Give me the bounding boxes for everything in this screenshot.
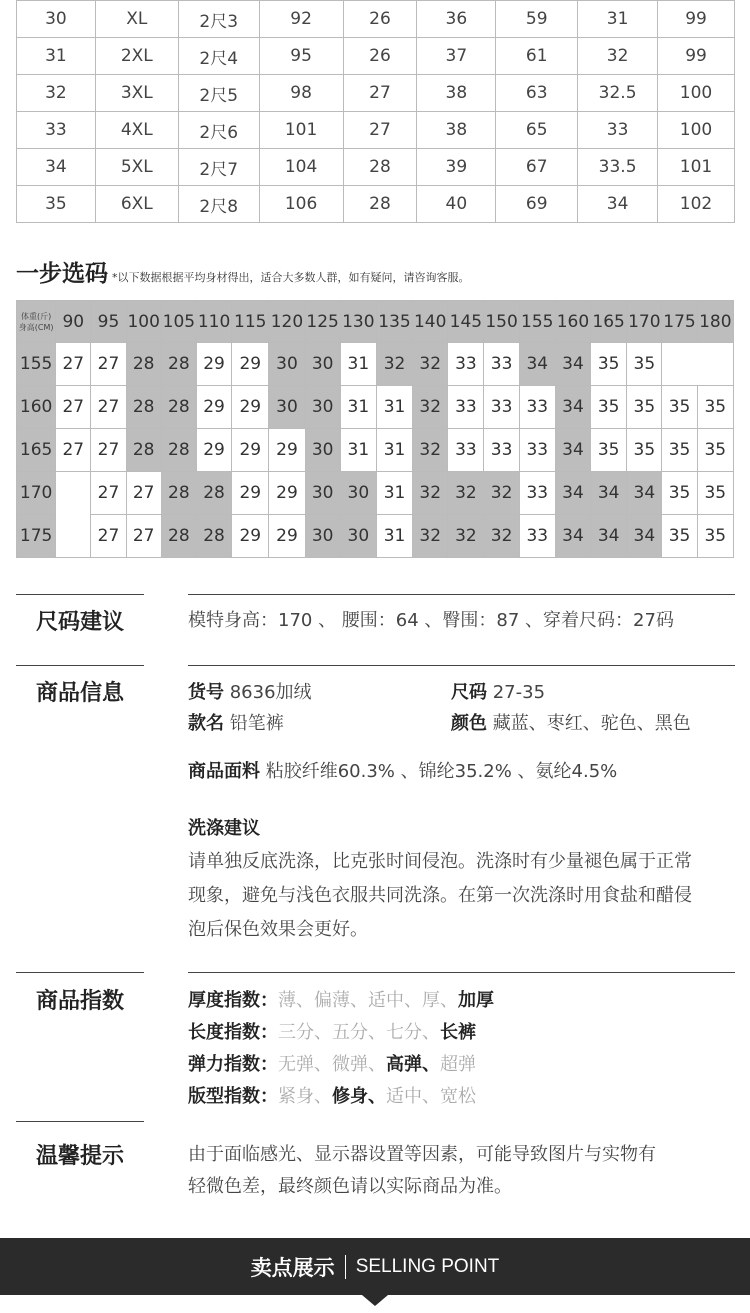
section-divider — [16, 1121, 144, 1122]
size-cell: 28 — [161, 472, 196, 515]
item-no-value: 8636加绒 — [229, 682, 312, 703]
size-table-cell: 40 — [417, 186, 496, 223]
size-cell: 33 — [448, 386, 484, 429]
wash-line: 泡后保色效果会更好。 — [188, 919, 368, 940]
size-table-cell: 33 — [17, 112, 96, 149]
size-cell: 28 — [161, 386, 196, 429]
size-cell: 30 — [340, 515, 376, 558]
weight-header-cell: 160 — [555, 301, 590, 343]
size-cell: 34 — [555, 429, 590, 472]
size-table-cell: 26 — [343, 1, 417, 38]
size-cell: 32 — [413, 343, 448, 386]
height-row — [17, 386, 734, 429]
height-row — [17, 515, 734, 558]
index-option-inactive: 适中、宽松 — [386, 1086, 476, 1107]
size-table-cell: 34 — [578, 186, 658, 223]
size-cell: 30 — [269, 343, 305, 386]
size-cell: 30 — [305, 343, 340, 386]
size-cell: 30 — [305, 429, 340, 472]
weight-header-cell: 100 — [126, 301, 161, 343]
size-cell: 28 — [196, 515, 231, 558]
size-cell: 29 — [232, 515, 269, 558]
size-table-cell: 35 — [17, 186, 96, 223]
size-table-cell: 31 — [17, 38, 96, 75]
size-table-cell: 33 — [578, 112, 658, 149]
size-table-cell: 2尺7 — [178, 149, 259, 186]
weight-header-cell: 175 — [662, 301, 697, 343]
size-cell: 29 — [232, 429, 269, 472]
height-header-cell: 165 — [17, 429, 56, 472]
color-label: 颜色 — [451, 713, 487, 734]
style-name-label: 款名 — [188, 713, 224, 734]
size-cell: 32 — [413, 472, 448, 515]
size-table-cell: 2XL — [95, 38, 178, 75]
tips-label: 温馨提示 — [35, 1144, 124, 1169]
index-option-inactive: 超弹 — [440, 1054, 476, 1075]
index-option-inactive: 紧身、 — [278, 1086, 332, 1107]
size-table-cell: 95 — [259, 38, 343, 75]
size-cell: 30 — [340, 472, 376, 515]
size-cell: 29 — [269, 429, 305, 472]
size-table-cell: 28 — [343, 149, 417, 186]
size-cell: 33 — [484, 386, 519, 429]
size-table-cell: 5XL — [95, 149, 178, 186]
weight-header-cell: 125 — [305, 301, 340, 343]
size-table-cell: 28 — [343, 186, 417, 223]
section-divider — [188, 594, 735, 595]
size-cell: 29 — [196, 429, 231, 472]
size-cell: 35 — [662, 515, 697, 558]
selling-point-banner — [0, 1238, 750, 1295]
table-corner-cell — [17, 301, 56, 343]
size-cell: 35 — [591, 429, 627, 472]
weight-header-cell: 105 — [161, 301, 196, 343]
size-cell: 31 — [340, 386, 376, 429]
size-cell: 30 — [305, 515, 340, 558]
index-label: 长度指数： — [188, 1022, 278, 1043]
size-range-row — [451, 677, 545, 709]
size-table-cell: 3XL — [95, 75, 178, 112]
index-label: 弹力指数： — [188, 1054, 278, 1075]
index-row — [188, 1049, 494, 1081]
wash-label: 洗涤建议 — [188, 818, 260, 839]
section-divider — [188, 665, 735, 666]
product-index-list — [188, 985, 494, 1113]
index-option-inactive: 无弹、微弹、 — [278, 1054, 386, 1075]
size-table-row — [17, 75, 735, 112]
size-cell: 27 — [91, 386, 126, 429]
index-option-active: 高弹、 — [386, 1054, 440, 1075]
weight-header-cell: 115 — [232, 301, 269, 343]
size-cell: 33 — [519, 429, 555, 472]
size-cell: 35 — [627, 343, 662, 386]
size-table-row — [17, 112, 735, 149]
size-table-cell: 67 — [496, 149, 578, 186]
weight-header-cell: 95 — [91, 301, 126, 343]
size-table-cell: 32.5 — [578, 75, 658, 112]
index-row — [188, 1017, 494, 1049]
size-table-cell: XL — [95, 1, 178, 38]
style-name-row — [188, 708, 284, 740]
size-table-cell: 101 — [259, 112, 343, 149]
size-table-cell: 59 — [496, 1, 578, 38]
fabric-row — [188, 756, 617, 788]
wash-text — [188, 845, 692, 947]
tips-text — [188, 1139, 656, 1203]
size-cell: 27 — [56, 429, 91, 472]
size-table-cell: 100 — [658, 75, 735, 112]
size-cell: 34 — [555, 386, 590, 429]
height-row — [17, 343, 734, 386]
size-cell: 32 — [413, 386, 448, 429]
step-select-note: *以下数据根据平均身材得出，适合大多数人群，如有疑问，请咨询客服。 — [112, 271, 470, 284]
size-cell: 34 — [591, 515, 627, 558]
product-index-label: 商品指数 — [35, 989, 124, 1014]
size-cell: 35 — [627, 386, 662, 429]
size-range-label: 尺码 — [451, 682, 487, 703]
size-advice-text: 模特身高：170 、 腰围：64 、臀围：87 、穿着尺码：27码 — [188, 610, 674, 631]
color-value: 藏蓝、枣红、驼色、黑色 — [492, 713, 691, 734]
size-cell: 29 — [269, 515, 305, 558]
selling-point-subtitle: SELLING POINT — [355, 1255, 500, 1277]
size-cell: 28 — [161, 429, 196, 472]
size-cell: 28 — [126, 343, 161, 386]
size-table-cell: 30 — [17, 1, 96, 38]
size-range-value: 27-35 — [492, 682, 546, 703]
product-info-label: 商品信息 — [35, 681, 124, 706]
size-cell: 27 — [56, 343, 91, 386]
size-cell: 35 — [627, 429, 662, 472]
size-cell: 30 — [269, 386, 305, 429]
size-cell: 31 — [376, 515, 412, 558]
height-axis-label: 身高(CM) — [18, 322, 54, 332]
size-cell: 28 — [196, 472, 231, 515]
size-table-cell: 38 — [417, 112, 496, 149]
size-cell: 34 — [555, 472, 590, 515]
size-table-cell: 26 — [343, 38, 417, 75]
size-cell: 35 — [697, 515, 733, 558]
index-label: 厚度指数： — [188, 990, 278, 1011]
size-cell: 33 — [519, 515, 555, 558]
size-cell: 28 — [126, 386, 161, 429]
size-table-cell: 99 — [658, 1, 735, 38]
size-table-row — [17, 1, 735, 38]
down-arrow-icon — [362, 1295, 388, 1306]
tips-line: 由于面临感光、显示器设置等因素，可能导致图片与实物有 — [188, 1144, 656, 1165]
height-row — [17, 429, 734, 472]
selling-point-title: 卖点展示 — [250, 1255, 335, 1280]
size-table-cell: 102 — [658, 186, 735, 223]
size-cell: 35 — [662, 472, 697, 515]
color-row — [451, 708, 691, 740]
size-cell: 34 — [627, 472, 662, 515]
weight-header-cell: 110 — [196, 301, 231, 343]
size-cell: 35 — [697, 472, 733, 515]
title-separator — [345, 1255, 346, 1279]
size-cell: 30 — [305, 472, 340, 515]
weight-header-cell: 150 — [484, 301, 519, 343]
size-table-cell: 36 — [417, 1, 496, 38]
size-cell: 31 — [340, 343, 376, 386]
weight-header-cell: 145 — [448, 301, 484, 343]
size-table-cell: 2尺4 — [178, 38, 259, 75]
wash-line: 请单独反底洗涤，比克张时间侵泡。洗涤时有少量褪色属于正常 — [188, 851, 692, 872]
weight-header-cell: 135 — [376, 301, 412, 343]
size-cell: 28 — [161, 515, 196, 558]
size-cell: 29 — [232, 343, 269, 386]
size-cell: 29 — [232, 472, 269, 515]
size-cell: 31 — [376, 472, 412, 515]
size-cell: 27 — [91, 429, 126, 472]
size-cell: 27 — [56, 386, 91, 429]
weight-header-cell: 130 — [340, 301, 376, 343]
size-table-cell: 101 — [658, 149, 735, 186]
height-header-cell: 160 — [17, 386, 56, 429]
size-table-cell: 2尺5 — [178, 75, 259, 112]
size-cell: 35 — [591, 386, 627, 429]
size-table — [16, 0, 735, 223]
fabric-label: 商品面料 — [188, 761, 260, 782]
size-cell: 34 — [591, 472, 627, 515]
size-table-cell: 34 — [17, 149, 96, 186]
size-cell: 34 — [627, 515, 662, 558]
size-table-cell: 27 — [343, 75, 417, 112]
size-table-cell: 37 — [417, 38, 496, 75]
size-table-cell: 2尺3 — [178, 1, 259, 38]
section-divider — [188, 972, 735, 973]
size-table-cell: 61 — [496, 38, 578, 75]
size-cell: 33 — [519, 386, 555, 429]
size-cell: 35 — [662, 429, 697, 472]
item-no-row — [188, 677, 312, 709]
size-cell — [56, 472, 91, 558]
size-cell: 34 — [555, 343, 590, 386]
size-table-cell: 98 — [259, 75, 343, 112]
fabric-value: 粘胶纤维60.3% 、锦纶35.2% 、氨纶4.5% — [265, 761, 618, 782]
size-table-cell: 63 — [496, 75, 578, 112]
size-cell: 27 — [91, 515, 126, 558]
size-table-cell: 99 — [658, 38, 735, 75]
size-table-cell: 27 — [343, 112, 417, 149]
size-cell: 28 — [161, 343, 196, 386]
size-cell: 33 — [484, 343, 519, 386]
height-header-cell: 175 — [17, 515, 56, 558]
weight-header-cell: 120 — [269, 301, 305, 343]
size-table-cell: 6XL — [95, 186, 178, 223]
size-table-cell: 2尺6 — [178, 112, 259, 149]
size-table-cell: 65 — [496, 112, 578, 149]
index-option-inactive: 薄、偏薄、适中、厚、 — [278, 990, 458, 1011]
index-option-active: 长裤 — [440, 1022, 476, 1043]
size-cell: 31 — [340, 429, 376, 472]
index-option-inactive: 三分、五分、七分、 — [278, 1022, 440, 1043]
size-table-cell: 106 — [259, 186, 343, 223]
size-cell: 33 — [484, 429, 519, 472]
size-cell: 35 — [591, 343, 627, 386]
size-cell: 32 — [413, 429, 448, 472]
size-cell: 35 — [697, 429, 733, 472]
size-cell: 34 — [519, 343, 555, 386]
size-cell: 32 — [484, 472, 519, 515]
size-table-row — [17, 186, 735, 223]
index-option-active: 修身、 — [332, 1086, 386, 1107]
size-cell: 27 — [91, 343, 126, 386]
size-table-row — [17, 149, 735, 186]
size-cell: 31 — [376, 429, 412, 472]
size-table-cell: 39 — [417, 149, 496, 186]
height-row — [17, 472, 734, 515]
size-cell: 32 — [484, 515, 519, 558]
size-cell: 35 — [662, 386, 697, 429]
size-cell: 29 — [269, 472, 305, 515]
size-cell: 27 — [91, 472, 126, 515]
height-header-cell: 155 — [17, 343, 56, 386]
size-cell: 33 — [448, 343, 484, 386]
size-table-cell: 32 — [578, 38, 658, 75]
size-cell: 35 — [697, 386, 733, 429]
section-divider — [16, 594, 144, 595]
weight-header-cell: 180 — [697, 301, 733, 343]
size-cell: 27 — [126, 515, 161, 558]
size-table-cell: 92 — [259, 1, 343, 38]
size-cell: 31 — [376, 386, 412, 429]
size-cell: 34 — [555, 515, 590, 558]
size-table-cell: 4XL — [95, 112, 178, 149]
size-table-cell: 32 — [17, 75, 96, 112]
section-divider — [16, 665, 144, 666]
size-cell: 33 — [448, 429, 484, 472]
size-cell: 32 — [376, 343, 412, 386]
index-row — [188, 1081, 494, 1113]
weight-header-row — [17, 301, 734, 343]
weight-header-cell: 140 — [413, 301, 448, 343]
style-name-value: 铅笔裤 — [229, 713, 284, 734]
size-cell: 28 — [126, 429, 161, 472]
size-cell: 30 — [305, 386, 340, 429]
weight-header-cell: 155 — [519, 301, 555, 343]
size-cell: 29 — [232, 386, 269, 429]
size-table-cell: 2尺8 — [178, 186, 259, 223]
size-advice-label: 尺码建议 — [35, 610, 124, 635]
size-table-cell: 104 — [259, 149, 343, 186]
weight-header-cell: 170 — [627, 301, 662, 343]
size-cell: 29 — [196, 386, 231, 429]
section-divider — [16, 972, 144, 973]
weight-height-table — [16, 300, 734, 558]
weight-header-cell: 165 — [591, 301, 627, 343]
size-table-cell: 33.5 — [578, 149, 658, 186]
weight-axis-label: 体重(斤) — [20, 311, 52, 321]
size-table-cell: 100 — [658, 112, 735, 149]
index-row — [188, 985, 494, 1017]
size-cell: 32 — [448, 515, 484, 558]
size-table-cell: 31 — [578, 1, 658, 38]
index-option-active: 加厚 — [458, 990, 494, 1011]
size-cell: 27 — [126, 472, 161, 515]
wash-line: 现象，避免与浅色衣服共同洗涤。在第一次洗涤时用食盐和醋侵 — [188, 885, 692, 906]
item-no-label: 货号 — [188, 682, 224, 703]
step-select-title — [16, 255, 470, 288]
size-table-cell: 69 — [496, 186, 578, 223]
size-table-row — [17, 38, 735, 75]
step-select-title-text: 一步选码 — [16, 261, 108, 287]
size-cell: 32 — [448, 472, 484, 515]
weight-header-cell: 90 — [56, 301, 91, 343]
index-label: 版型指数： — [188, 1086, 278, 1107]
size-cell — [662, 343, 734, 386]
size-cell: 32 — [413, 515, 448, 558]
size-cell: 33 — [519, 472, 555, 515]
size-table-cell: 38 — [417, 75, 496, 112]
size-cell: 29 — [196, 343, 231, 386]
height-header-cell: 170 — [17, 472, 56, 515]
tips-line: 轻微色差，最终颜色请以实际商品为准。 — [188, 1176, 512, 1197]
